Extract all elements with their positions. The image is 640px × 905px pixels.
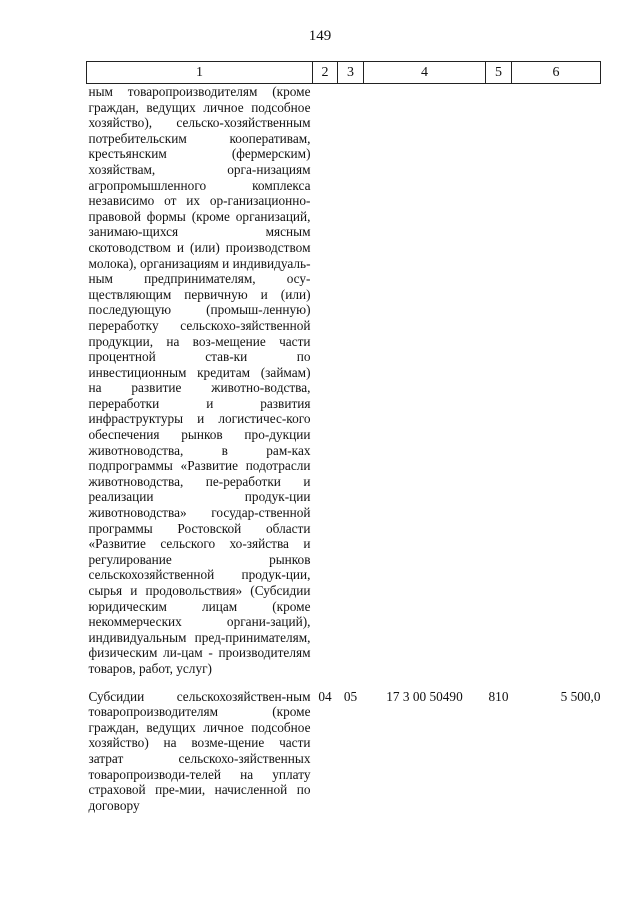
column-header-6: 6	[512, 62, 601, 84]
table-row	[87, 84, 601, 677]
row-subsection-code	[338, 84, 364, 677]
row-amount: 5 500,0	[560, 688, 601, 704]
row-target-article: 17 3 00 50490	[386, 688, 463, 704]
page-number: 149	[308, 28, 332, 44]
column-header-3: 3	[338, 62, 364, 84]
column-header-2: 2	[313, 62, 338, 84]
table-row	[87, 677, 601, 814]
row-subsection-code: 05	[343, 688, 358, 704]
row-description: ным товаропроизводителям (кроме граждан, ведущих личное подсобное хозяйство), сельско-хозяйственным потребительским кооперативам, крестьянским (фермерским) хозяйствам, орга-низациям агропромышленного комплекса независимо от их ор-ганизационно-правовой формы (кроме организаций, занимаю-щихся мясным скотоводством и (или) производством молока), организациям и индивидуаль-ным предпринимателям, осу-ществляющим первичную и (или) последующую (промыш-ленную) переработку сельскохо-зяйственной продукции, на воз-мещение части процентной став-ки по инвестиционным кредитам (займам) на развитие животно-водства, переработки и развития инфраструктуры и логистичес-кого обеспечения рынков про-дукции животноводства, в рам-ках подпрограммы «Развитие подотрасли животноводства, пе-реработки и реализации продук-ции животноводства» государ-ственной программы Ростовской области «Развитие сельского хо-зяйства и регулирование рынков сельскохозяйственной продук-ции, сырья и продовольствия» (Субсидии юридическим лицам (кроме некоммерческих органи-заций), индивидуальным пред-принимателям, физическим ли-цам - производителям товаров, работ, услуг)	[88, 84, 311, 676]
budget-table	[86, 61, 601, 813]
table-header-row	[87, 62, 601, 84]
column-header-4: 4	[364, 62, 486, 84]
row-section-code: 04	[318, 688, 332, 704]
row-target-article	[364, 84, 486, 677]
row-description: Субсидии сельскохозяйствен-ным товаропроизводителям (кроме граждан, ведущих личное подсобное хозяйство) на возме-щение части затрат сельскохо-зяйственных товаропроизводи-телей на уплату страховой пре-мии, начисленной по договору	[88, 688, 311, 813]
row-expense-type	[486, 84, 512, 677]
column-header-5: 5	[486, 62, 512, 84]
row-section-code	[313, 84, 338, 677]
column-header-1: 1	[87, 62, 313, 84]
row-amount	[512, 84, 601, 677]
row-expense-type: 810	[488, 688, 509, 704]
